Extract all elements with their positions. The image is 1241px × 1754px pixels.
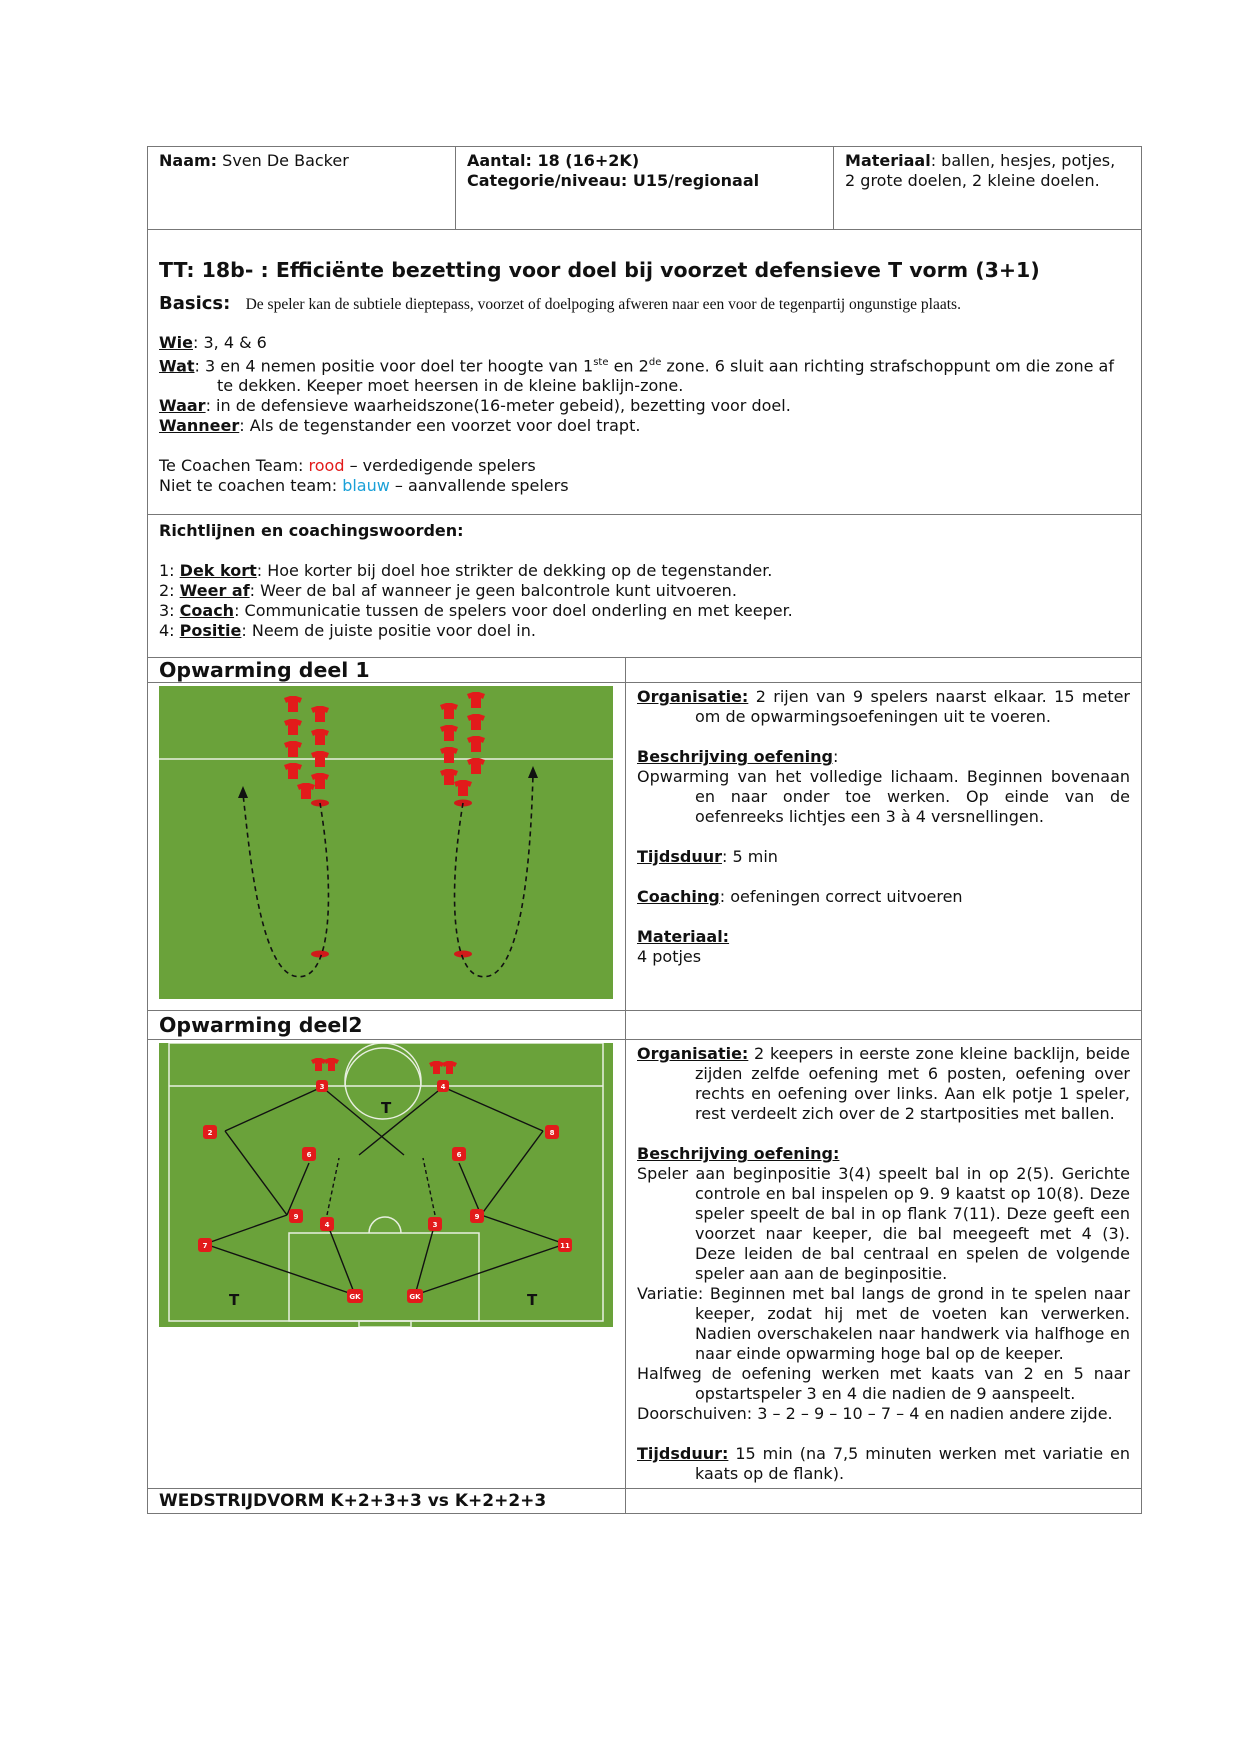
player-marker <box>203 1125 217 1139</box>
svg-text:11: 11 <box>560 1242 570 1251</box>
wat-text-2: en 2 <box>608 356 649 376</box>
guideline-key: Coach <box>179 601 235 621</box>
coach-team-color: rood <box>308 456 345 476</box>
svg-text:9: 9 <box>293 1213 299 1222</box>
t-mark: T <box>527 1291 538 1310</box>
wanneer-text: : Als de tegenstander een voorzet voor doel trapt. <box>239 416 641 436</box>
match-heading-row <box>148 1489 1142 1514</box>
svg-text:6: 6 <box>306 1151 312 1160</box>
warmup2-diagram <box>159 1043 613 1327</box>
svg-text:4: 4 <box>324 1221 330 1230</box>
warmup2-doorschuiven: Doorschuiven: 3 – 2 – 9 – 10 – 7 – 4 en nadien andere zijde. <box>637 1404 1113 1424</box>
intro-row <box>148 230 1142 515</box>
warmup2-heading: Opwarming deel2 <box>148 1011 626 1040</box>
warmup1-heading: Opwarming deel 1 <box>148 658 626 683</box>
goalkeeper-marker <box>347 1289 363 1303</box>
wie-line <box>159 333 1130 353</box>
basics-line <box>159 294 1130 315</box>
naam-value: Sven De Backer <box>222 151 349 170</box>
warmup1-tijd: Tijdsduur: 5 min <box>637 847 778 867</box>
warmup1-mat-text: 4 potjes <box>637 947 702 967</box>
materiaal-cell <box>834 147 1142 230</box>
svg-text:4: 4 <box>440 1083 446 1092</box>
guidelines-heading: Richtlijnen en coachingswoorden: <box>159 521 464 541</box>
player-marker <box>558 1238 572 1252</box>
warmup1-besch-text: Opwarming van het volledige lichaam. Beginnen bovenaan en naar onder toe werken. Op einde van de oefenreeks lichtjes een 3 à 4 versnellingen. <box>637 767 1131 827</box>
player-marker <box>316 1080 328 1092</box>
guideline-item: 1: Dek kort: Hoe korter bij doel hoe strikter de dekking op de tegenstander. <box>159 561 773 581</box>
warmup2-variatie: Variatie: Beginnen met bal langs de grond in te spelen naar keeper, zodat hij met de voeten kan verwerken. Nadien overschakelen naar handwerk via halfhoge en naar einde opwarming hoge bal op de keeper. <box>637 1284 1131 1364</box>
basics-label: Basics: <box>159 293 231 314</box>
guideline-item: 3: Coach: Communicatie tussen de spelers voor doel onderling en met keeper. <box>159 601 793 621</box>
basics-text: De speler kan de subtiele dieptepass, voorzet of doelpoging afweren naar een voor de tegenpartij ongunstige plaats. <box>245 296 961 313</box>
coach-team-line <box>159 456 1130 476</box>
svg-text:GK: GK <box>409 1293 421 1302</box>
svg-text:8: 8 <box>549 1129 555 1138</box>
warmup1-text-cell <box>626 683 1142 1011</box>
guideline-key: Weer af <box>179 581 250 601</box>
coach-team-suffix: – verdedigende spelers <box>344 456 536 476</box>
coach-team-prefix: Te Coachen Team: <box>159 456 309 476</box>
wanneer-label: Wanneer <box>159 416 240 436</box>
svg-text:3: 3 <box>319 1083 325 1092</box>
warmup1-besch-label: Beschrijving oefening: <box>637 747 839 767</box>
warmup2-heading-row <box>148 1011 1142 1040</box>
wat-sup-2: de <box>648 357 662 368</box>
svg-text:2: 2 <box>207 1129 213 1138</box>
guideline-item: 2: Weer af: Weer de bal af wanneer je geen balcontrole kunt uitvoeren. <box>159 581 737 601</box>
wat-line <box>159 353 1130 396</box>
warmup1-mat-label: Materiaal: <box>637 927 730 947</box>
player-marker <box>452 1147 466 1161</box>
nocoach-team-line <box>159 476 1130 496</box>
guidelines-row <box>148 515 1142 658</box>
warmup2-text-cell <box>626 1040 1142 1489</box>
waar-line <box>159 396 1130 416</box>
wat-sup-1: ste <box>593 357 609 368</box>
wat-text-3: zone. 6 sluit aan richting strafschoppunt om die zone af te dekken. Keeper moet heersen in de kleine baklijn-zone. <box>217 356 1114 396</box>
wat-text-1: : 3 en 4 nemen positie voor doel ter hoogte van 1 <box>194 356 594 376</box>
naam-label: Naam: <box>159 151 218 170</box>
warmup2-halfweg: Halfweg de oefening werken met kaats van 2 en 5 naar opstartspeler 3 en 4 die nadien de 9 aanspeelt. <box>637 1364 1131 1404</box>
guideline-key: Dek kort <box>179 561 257 581</box>
guidelines-cell <box>148 515 1142 658</box>
player-marker <box>437 1080 449 1092</box>
wie-label: Wie <box>159 333 193 352</box>
waar-text: : in de defensieve waarheidszone(16-meter gebeid), bezetting voor doel. <box>205 396 791 416</box>
t-mark: T <box>381 1099 392 1118</box>
warmup1-heading-row <box>148 658 1142 683</box>
warmup1-diagram-cell <box>148 683 626 1011</box>
session-sheet <box>147 146 1141 1514</box>
player-marker <box>320 1217 334 1231</box>
nocoach-team-suffix: – aanvallende spelers <box>389 476 569 496</box>
categorie-text: Categorie/niveau: U15/regionaal <box>467 171 760 190</box>
aantal-cell <box>456 147 834 230</box>
svg-text:9: 9 <box>474 1213 480 1222</box>
materiaal-value: : ballen, hesjes, potjes, 2 grote doelen, 2 kleine doelen. <box>845 151 1116 190</box>
warmup1-diagram <box>159 686 613 999</box>
wat-label: Wat <box>159 356 195 376</box>
svg-text:7: 7 <box>202 1242 208 1251</box>
player-marker <box>198 1238 212 1252</box>
wie-text: : 3, 4 & 6 <box>192 333 267 352</box>
session-table <box>147 146 1142 1514</box>
match-heading: WEDSTRIJDVORM K+2+3+3 vs K+2+2+3 <box>148 1489 626 1514</box>
warmup1-row <box>148 683 1142 1011</box>
svg-text:6: 6 <box>456 1151 462 1160</box>
nocoach-team-color: blauw <box>342 476 390 496</box>
guideline-item: 4: Positie: Neem de juiste positie voor doel in. <box>159 621 536 641</box>
warmup2-tijd: Tijdsduur: 15 min (na 7,5 minuten werken met variatie en kaats op de flank). <box>637 1444 1131 1484</box>
intro-cell <box>148 230 1142 515</box>
player-marker <box>470 1209 484 1223</box>
player-marker <box>545 1125 559 1139</box>
warmup2-org: Organisatie: 2 keepers in eerste zone kleine backlijn, beide zijden zelfde oefening met 6 posten, oefening over rechts en oefening over links. Aan elk potje 1 speler, rest verdeelt zich over de 2 startposities met ballen. <box>637 1044 1131 1124</box>
warmup2-diagram-cell <box>148 1040 626 1489</box>
waar-label: Waar <box>159 396 206 416</box>
session-title: TT: 18b- : Efficiënte bezetting voor doel bij voorzet defensieve T vorm (3+1) <box>159 258 1040 282</box>
warmup1-org: Organisatie: 2 rijen van 9 spelers naarst elkaar. 15 meter om de opwarmingsoefeningen uit te voeren. <box>637 687 1131 727</box>
materiaal-label: Materiaal <box>845 151 931 170</box>
t-mark: T <box>229 1291 240 1310</box>
player-marker <box>428 1217 442 1231</box>
warmup2-row <box>148 1040 1142 1489</box>
header-row <box>148 147 1142 230</box>
goalkeeper-marker <box>407 1289 423 1303</box>
nocoach-team-prefix: Niet te coachen team: <box>159 476 343 496</box>
warmup2-besch-text: Speler aan beginpositie 3(4) speelt bal in op 2(5). Gerichte controle en bal inspelen op 9. 9 kaatst op 10(8). Deze speler speelt de bal in op flank 7(11). Deze geeft een voorzet naar keeper, die bal meegeeft met 4 (3). Deze leiden de bal centraal en spelen de volgende speler aan aan de beginpositie. <box>637 1164 1131 1284</box>
warmup2-besch-label: Beschrijving oefening: <box>637 1144 840 1164</box>
svg-text:GK: GK <box>349 1293 361 1302</box>
warmup1-coaching: Coaching: oefeningen correct uitvoeren <box>637 887 963 907</box>
svg-text:3: 3 <box>432 1221 438 1230</box>
naam-cell <box>148 147 456 230</box>
aantal-text: Aantal: 18 (16+2K) <box>467 151 640 170</box>
player-marker <box>302 1147 316 1161</box>
player-marker <box>289 1209 303 1223</box>
wanneer-line <box>159 416 1130 436</box>
guideline-key: Positie <box>179 621 242 641</box>
